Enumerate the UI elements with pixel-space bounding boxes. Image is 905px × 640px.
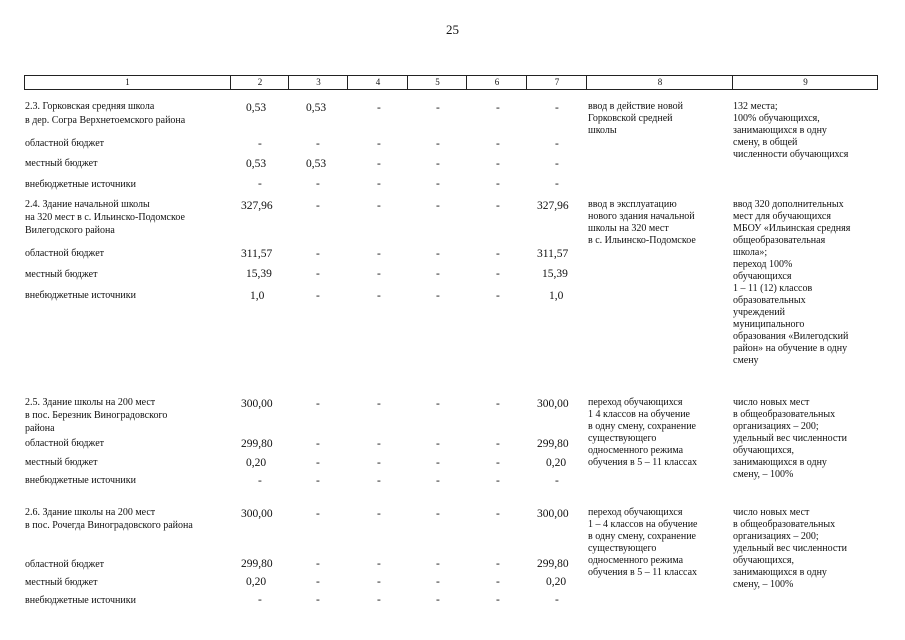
cell-c6: - [496,248,500,260]
header-cell: 9 [732,76,878,89]
cell-c7: - [555,475,559,487]
cell-c5: - [436,594,440,606]
cell-c7: 311,57 [537,248,569,260]
row-label: внебюджетные источники [25,179,136,190]
cell-c2: 15,39 [246,268,272,280]
cell-c2: 1,0 [250,290,265,302]
result-col9: ввод 320 дополнительных мест для обучающихся МБОУ «Ильинская средняя общеобразовательная школа»; переход 100% обучающихся 1 – 11 (12) классов образовательных учреждений муниципального образования «Вилегодский район» на обучение в одну смену [733,199,851,366]
cell-c6: - [496,290,500,302]
cell-c3: - [316,138,320,150]
cell-c5: - [436,475,440,487]
row-label: внебюджетные источники [25,475,136,486]
cell-c4: - [377,102,381,114]
cell-c5: - [436,438,440,450]
row-label: местный бюджет [25,577,98,588]
cell-c2: 299,80 [241,438,273,450]
row-label: внебюджетные источники [25,595,136,606]
header-cell: 1 [125,77,130,87]
header-cell: 5 [407,76,467,89]
cell-c4: - [377,457,381,469]
cell-c5: - [436,248,440,260]
header-cell: 2 [230,76,289,89]
cell-c5: - [436,457,440,469]
cell-c2: 0,53 [246,158,267,170]
cell-c4: - [377,290,381,302]
cell-c3: - [316,508,320,520]
cell-c3: - [316,457,320,469]
cell-c2: - [258,475,262,487]
result-col9: 132 места; 100% обучающихся, занимающихся в одну смену, в общей численности обучающихся [733,101,849,160]
cell-c2: 0,20 [246,457,267,469]
cell-c6: - [496,558,500,570]
cell-c3: - [316,290,320,302]
cell-c3: - [316,558,320,570]
row-label: местный бюджет [25,158,98,169]
result-col9: число новых мест в общеобразовательных организациях – 200; удельный вес численности обучающихся, занимающихся в одну смену, – 100% [733,397,848,480]
cell-c7: 15,39 [542,268,568,280]
cell-c4: - [377,268,381,280]
cell-c6: - [496,200,500,212]
description-col8: ввод в действие новой Горковской средней школы [588,101,683,136]
row-label: областной бюджет [25,559,105,570]
cell-c4: - [377,576,381,588]
section-title: в пос. Рочегда Виноградовского района [25,520,193,531]
description-col8: переход обучающихся 1 4 классов на обучение в одну смену, сохранение существующего односменного режима обучения в 5 – 11 классах [588,397,698,468]
cell-c3: - [316,594,320,606]
cell-c7: 300,00 [537,508,569,520]
cell-c5: - [436,178,440,190]
cell-c2: - [258,138,262,150]
cell-c4: - [377,508,381,520]
cell-c2: 0,53 [246,102,267,114]
cell-c6: - [496,594,500,606]
cell-c2: 0,20 [246,576,267,588]
cell-c2: - [258,594,262,606]
header-cell: 7 [526,76,587,89]
result-col9: число новых мест в общеобразовательных организациях – 200; удельный вес численности обучающихся, занимающихся в одну смену, – 100% [733,507,848,590]
header-cell: 8 [586,76,733,89]
cell-c6: - [496,178,500,190]
cell-c4: - [377,178,381,190]
cell-c6: - [496,475,500,487]
cell-c7: - [555,594,559,606]
cell-c7: - [555,178,559,190]
cell-c3: - [316,576,320,588]
cell-c5: - [436,268,440,280]
header-cell: 6 [466,76,527,89]
cell-c3: 0,53 [306,158,327,170]
cell-c7: 0,20 [546,576,567,588]
cell-c6: - [496,438,500,450]
row-label: местный бюджет [25,269,98,280]
cell-c2: - [258,178,262,190]
row-label: областной бюджет [25,248,105,259]
cell-c4: - [377,475,381,487]
cell-c3: - [316,178,320,190]
cell-c2: 311,57 [241,248,273,260]
cell-c5: - [436,290,440,302]
header-cell: 4 [347,76,408,89]
cell-c6: - [496,576,500,588]
cell-c6: - [496,268,500,280]
cell-c3: - [316,438,320,450]
cell-c5: - [436,398,440,410]
cell-c5: - [436,576,440,588]
cell-c5: - [436,102,440,114]
description-col8: переход обучающихся 1 – 4 классов на обучение в одну смену, сохранение существующего односменного режима обучения в 5 – 11 классах [588,507,698,578]
cell-c7: 0,20 [546,457,567,469]
cell-c2: 327,96 [241,200,273,212]
cell-c6: - [496,398,500,410]
row-label: областной бюджет [25,138,105,149]
table-header [24,75,878,90]
section-title: района [25,423,55,434]
cell-c7: 300,00 [537,398,569,410]
cell-c3: - [316,475,320,487]
cell-c4: - [377,158,381,170]
cell-c5: - [436,508,440,520]
cell-c7: 299,80 [537,558,569,570]
cell-c6: - [496,102,500,114]
cell-c3: - [316,248,320,260]
cell-c7: 327,96 [537,200,569,212]
section-title: 2.3. Горковская средняя школа [25,101,155,112]
section-title: 2.4. Здание начальной школы [25,199,150,210]
cell-c4: - [377,200,381,212]
cell-c7: 299,80 [537,438,569,450]
section-title: на 320 мест в с. Ильинско-Подомское [25,212,185,223]
cell-c5: - [436,138,440,150]
section-title: 2.6. Здание школы на 200 мест [25,507,156,518]
cell-c5: - [436,558,440,570]
cell-c2: 300,00 [241,398,273,410]
section-title: Вилегодского района [25,225,115,236]
page-number: 25 [446,22,459,37]
row-label: местный бюджет [25,457,98,468]
cell-c4: - [377,438,381,450]
cell-c4: - [377,248,381,260]
cell-c3: 0,53 [306,102,327,114]
header-cell: 3 [288,76,348,89]
cell-c4: - [377,138,381,150]
cell-c4: - [377,594,381,606]
cell-c6: - [496,158,500,170]
cell-c3: - [316,398,320,410]
section-title: 2.5. Здание школы на 200 мест [25,397,156,408]
cell-c7: - [555,138,559,150]
cell-c4: - [377,558,381,570]
cell-c7: 1,0 [549,290,564,302]
section-title: в пос. Березник Виноградовского [25,410,168,421]
section-title: в дер. Согра Верхнетоемского района [25,115,186,126]
cell-c2: 299,80 [241,558,273,570]
cell-c6: - [496,508,500,520]
row-label: областной бюджет [25,438,105,449]
cell-c2: 300,00 [241,508,273,520]
cell-c5: - [436,200,440,212]
cell-c7: - [555,102,559,114]
cell-c6: - [496,457,500,469]
cell-c3: - [316,200,320,212]
row-label: внебюджетные источники [25,290,136,301]
cell-c4: - [377,398,381,410]
description-col8: ввод в эксплуатацию нового здания начальной школы на 320 мест в с. Ильинско-Подомское [588,199,696,246]
cell-c5: - [436,158,440,170]
cell-c7: - [555,158,559,170]
cell-c6: - [496,138,500,150]
cell-c3: - [316,268,320,280]
